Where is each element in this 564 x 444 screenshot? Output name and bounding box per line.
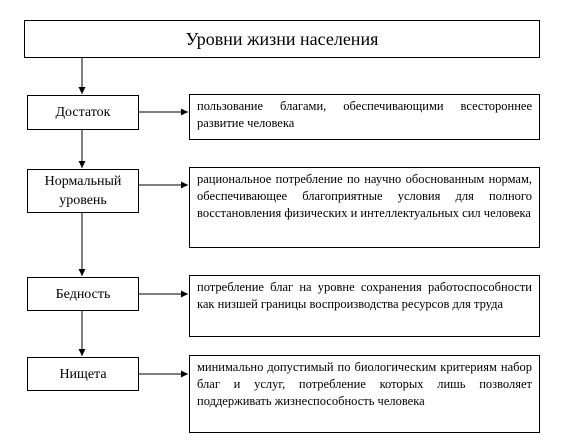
description-text: минимально допустимый по биологическим критериям набор благ и услуг, потребление которых лишь позволяет поддерживать жизнеспособность человека xyxy=(197,360,532,408)
level-label: Нищета xyxy=(59,366,107,382)
level-label: Достаток xyxy=(55,105,111,120)
level-label: Бедность xyxy=(55,286,111,302)
description-text: пользование благами, обеспечивающими всестороннее развитие человека xyxy=(197,99,532,130)
description-text: рациональное потребление по научно обоснованным нормам, обеспечивающее благоприятные условия для полного восстановления физических и интеллектуальных сил человека xyxy=(197,172,532,220)
description-text: потребление благ на уровне сохранения работоспособности как низшей границы воспроизводства ресурсов для труда xyxy=(197,280,532,311)
diagram-title-text: Уровни жизни населения xyxy=(185,28,379,49)
level-label: Нормальный уровень xyxy=(44,174,122,208)
